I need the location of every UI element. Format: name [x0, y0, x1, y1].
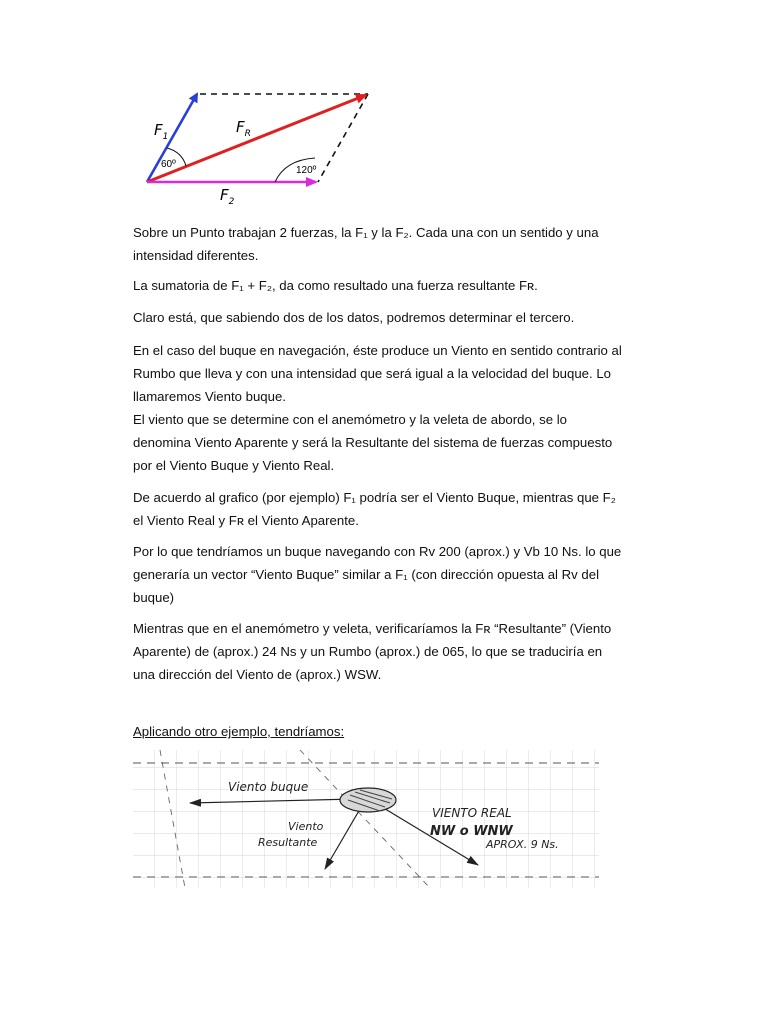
label-f2: $F_2$ [220, 186, 235, 207]
angle-label-120: 120º [296, 165, 317, 176]
example-heading: Aplicando otro ejemplo, tendríamos: [133, 724, 345, 739]
paragraph-8: Mientras que en el anemómetro y veleta, verificaríamos la Fʀ “Resultante” (Viento Aparente) de (aprox.) 24 Ns y un Rumbo (aprox.) de 065, lo que se traduciría en una dirección del Viento de (aprox.) WSW. [133, 621, 612, 682]
wind-vector-sketch [0, 745, 768, 895]
paragraph-2: La sumatoria de F₁ + F₂, da como resultado una fuerza resultante Fʀ. [133, 278, 538, 293]
paragraph-1: Sobre un Punto trabajan 2 fuerzas, la F₁ y la F₂. Cada una con un sentido y una intensidad diferentes. [133, 225, 599, 263]
label-f1: $F_1$ [154, 121, 169, 142]
paragraph-3: Claro está, que sabiendo dos de los datos, podremos determinar el tercero. [133, 310, 575, 325]
label-fr: $F_R$ [236, 118, 251, 139]
paragraph-6: De acuerdo al grafico (por ejemplo) F₁ podría ser el Viento Buque, mientras que F₂ el Viento Real y Fʀ el Viento Aparente. [133, 490, 616, 528]
label-viento-real-1: VIENTO REAL [432, 806, 512, 820]
label-viento-resultante-2: Resultante [258, 836, 318, 849]
paragraph-5: El viento que se determine con el anemómetro y la veleta de abordo, se lo denomina Viento Aparente y será la Resultante del sistema de fuerzas compuesto por el Viento Buque y Viento Real. [133, 412, 613, 473]
force-parallelogram-figure [0, 0, 768, 215]
graph-paper [133, 750, 599, 888]
vector-fr [147, 95, 366, 182]
dashed-right-edge [318, 94, 368, 182]
label-viento-real-2: NW o WNW [430, 824, 513, 839]
paragraph-7: Por lo que tendríamos un buque navegando con Rv 200 (aprox.) y Vb 10 Ns. lo que generaría un vector “Viento Buque” similar a F₁ (con dirección opuesta al Rv del buque) [133, 544, 622, 605]
paragraph-4: En el caso del buque en navegación, éste produce un Viento en sentido contrario al Rumbo que lleva y con una intensidad que será igual a la velocidad del buque. Lo llamaremos Viento buque. [133, 343, 622, 404]
angle-label-60: 60º [161, 159, 176, 170]
label-viento-real-3: APROX. 9 Ns. [486, 838, 559, 851]
label-viento-buque: Viento buque [228, 780, 309, 794]
label-viento-resultante-1: Viento [288, 820, 324, 833]
